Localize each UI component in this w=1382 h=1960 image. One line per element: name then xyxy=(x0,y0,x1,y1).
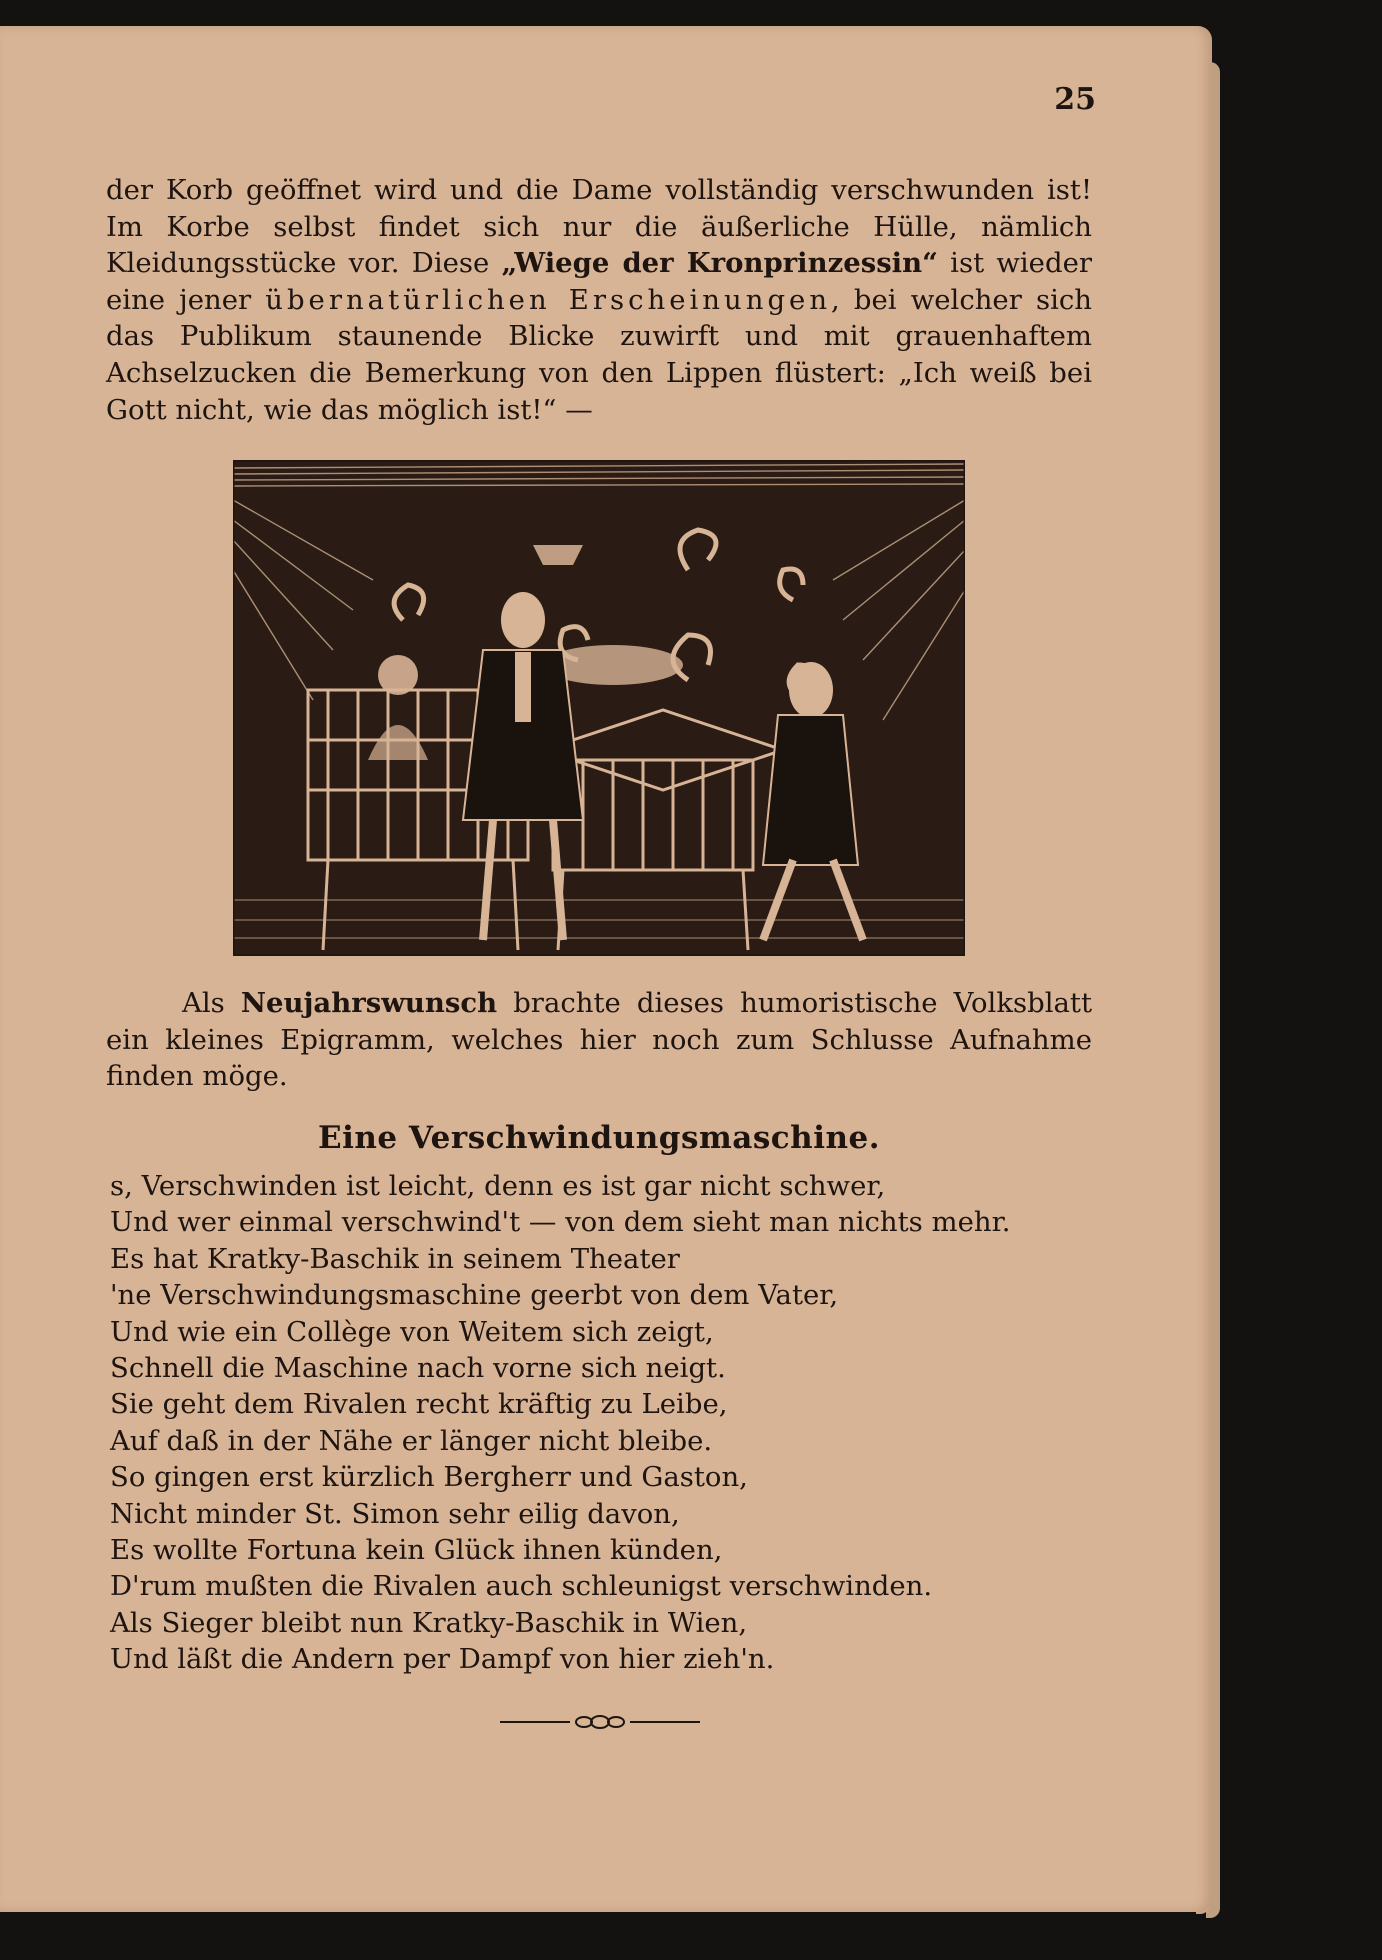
paragraph1-run: , bei welcher sich das Publikum staunende Blicke zuwirft und mit grauenhaftem Achselzucken die Bemerkung von den Lippen flüstert: „Ich weiß bei Gott nicht, wie das möglich ist!“ — xyxy=(106,283,1092,426)
page-number: 25 xyxy=(1054,82,1096,117)
paragraph-newyear xyxy=(106,985,1092,1095)
paragraph2-run: brachte dieses humoristische Volksblatt ein kleines Epigramm, welches hier noch zum Schlusse Aufnahme finden möge. xyxy=(106,987,1092,1093)
poem-line: s, Verschwinden ist leicht, denn es ist gar nicht schwer, xyxy=(110,1170,886,1202)
poem-line: Sie geht dem Rivalen recht kräftig zu Leibe, xyxy=(110,1388,728,1421)
paragraph2-run: Neujahrswunsch xyxy=(240,987,498,1019)
poem xyxy=(110,1168,1100,1678)
paragraph1-run: ist wieder eine jener xyxy=(106,247,1092,316)
paragraph1-run: „Wiege der Kronprinzessin“ xyxy=(501,247,938,280)
poem-line: 'ne Verschwindungsmaschine geerbt von dem Vater, xyxy=(110,1279,839,1312)
ornament-divider xyxy=(500,1713,700,1731)
poem-line: Und wie ein Collège von Weitem sich zeigt, xyxy=(110,1315,714,1348)
poem-line: Es wollte Fortuna kein Glück ihnen künden, xyxy=(110,1534,723,1567)
poem-line: Es hat Kratky-Baschik in seinem Theater xyxy=(110,1242,680,1275)
paragraph2-run: Als xyxy=(182,987,241,1019)
poem-line: Schnell die Maschine nach vorne sich neigt. xyxy=(110,1352,726,1385)
paragraph1-run: der Korb geöffnet wird und die Dame vollständig verschwunden ist! Im Korbe selbst findet sich nur die äußerliche Hülle, nämlich Kleidungsstücke vor. Diese xyxy=(106,174,1092,280)
poem-line: D'rum mußten die Rivalen auch schleunigst verschwinden. xyxy=(110,1570,933,1603)
poem-line: Auf daß in der Nähe er länger nicht bleibe. xyxy=(110,1424,713,1457)
paragraph1-run: übernatürlichen Erscheinungen xyxy=(265,283,832,316)
poem-line: Nicht minder St. Simon sehr eilig davon, xyxy=(110,1497,680,1530)
poem-title: Eine Verschwindungsmaschine. xyxy=(317,1120,881,1156)
poem-line: Und läßt die Andern per Dampf von hier zieh'n. xyxy=(110,1643,775,1676)
poem-line: Als Sieger bleibt nun Kratky-Baschik in Wien, xyxy=(110,1606,748,1639)
poem-line: Und wer einmal verschwind't — von dem sieht man nichts mehr. xyxy=(110,1206,1011,1239)
woodcut-illustration xyxy=(233,460,965,956)
paragraph-opening xyxy=(106,172,1092,428)
poem-line: So gingen erst kürzlich Bergherr und Gaston, xyxy=(110,1461,748,1494)
